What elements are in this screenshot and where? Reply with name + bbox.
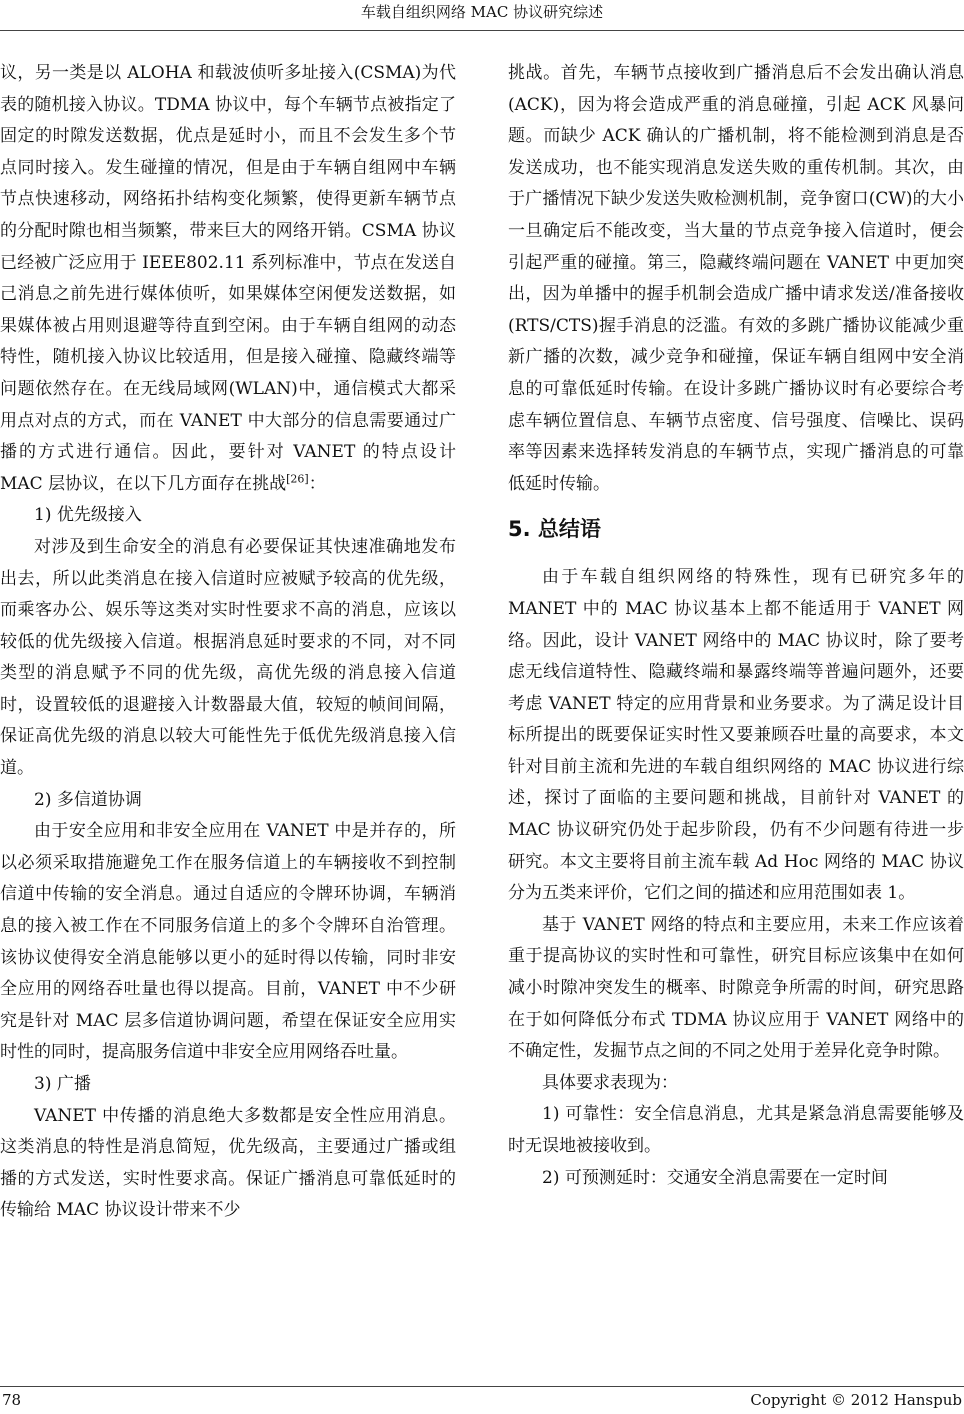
paragraph-conclusion-2: 基于 VANET 网络的特点和主要应用，未来工作应该着重于提高协议的实时性和可靠性，研究目标应该集中在如何减小时隙冲突发生的概率、时隙竞争所需的时间，研究思路在于如何降低分布式 TDMA 协议应用于 VANET 网络中的不确定性，发掘节点之间的不同之处用于差异化竞争时隙。 xyxy=(508,914,964,1062)
citation-ref: [26] xyxy=(286,472,309,486)
section-heading-conclusion: 5. 总结语 xyxy=(508,517,601,542)
running-header xyxy=(0,0,964,31)
paragraph-broadcast: VANET 中传播的消息绝大多数都是安全性应用消息。这类消息的特性是消息简短，优先级高，主要通过广播或组播的方式发送，实时性要求高。保证广播消息可靠低延时的传输给 MAC 协议设计带来不少 xyxy=(0,1105,456,1221)
journal-header-title: 车载自组织网络 MAC 协议研究综述 xyxy=(360,3,604,21)
list-item-title-priority: 1) 优先级接入 xyxy=(34,505,142,526)
paragraph-text: 议，另一类是以 ALOHA 和载波侦听多址接入(CSMA)为代表的随机接入协议。TDMA 协议中，每个车辆节点被指定了固定的时隙发送数据，优点是延时小，而且不会发生多个节点同时接入。发生碰撞的情况，但是由于车辆自组网中车辆节点快速移动，网络拓扑结构变化频繁，使得更新车辆节点的分配时隙也相当频繁，带来巨大的网络开销。CSMA 协议已经被广泛应用于 IEEE802.11 系列标准中，节点在发送自己消息之前先进行媒体侦听，如果媒体空闲便发送数据，如果媒体被占用则退避等待直到空闲。由于车辆自组网的动态特性，随机接入协议比较适用，但是接入碰撞、隐藏终端等问题依然存在。在无线局域网(WLAN)中，通信模式大都采用点对点的方式，而在 VANET 中大部分的信息需要通过广播的方式进行通信。因此，要针对 VANET 的特点设计 MAC 层协议，在以下几方面存在挑战 xyxy=(0,63,456,494)
list-item-predictable-delay: 2) 可预测延时：交通安全消息需要在一定时间 xyxy=(542,1167,888,1188)
paragraph-requirements-intro: 具体要求表现为： xyxy=(542,1072,678,1093)
paragraph-conclusion-1: 由于车载自组织网络的特殊性，现有已研究多年的 MANET 中的 MAC 协议基本上都不能适用于 VANET 网络。因此，设计 VANET 网络中的 MAC 协议时，除了要考虑无线信道特性、隐藏终端和暴露终端等普遍问题外，还要考虑 VANET 特定的应用背景和业务要求。为了满足设计目标所提出的既要保证实时性又要兼顾吞吐量的高要求，本文针对目前主流和先进的车载自组织网络的 MAC 协议进行综述，探讨了面临的主要问题和挑战，目前针对 VANET 的 MAC 协议研究仍处于起步阶段，仍有不少问题有待进一步研究。本文主要将目前主流车载 Ad Hoc 网络的 MAC 协议分为五类来评价，它们之间的描述和应用范围如表 1。 xyxy=(508,567,964,904)
paragraph-priority-access: 对涉及到生命安全的消息有必要保证其快速准确地发布出去，所以此类消息在接入信道时应被赋予较高的优先级，而乘客办公、娱乐等这类对实时性要求不高的消息，应该以较低的优先级接入信道。根据消息延时要求的不同，对不同类型的消息赋予不同的优先级，高优先级的消息接入信道时，设置较低的退避接入计数器最大值，较短的帧间间隔，保证高优先级的消息以较大可能性先于低优先级消息接入信道。 xyxy=(0,536,456,779)
paragraph-multichannel: 由于安全应用和非安全应用在 VANET 中是并存的，所以必须采取措施避免工作在服务信道上的车辆接收不到控制信道中传输的安全消息。通过自适应的令牌环协调，车辆消息的接入被工作在不同服务信道上的多个令牌环自治管理。该协议使得安全消息能够以更小的延时得以传输，同时非安全应用的网络吞吐量也得以提高。目前，VANET 中不少研究是针对 MAC 层多信道协调问题，希望在保证安全应用实时性的同时，提高服务信道中非安全应用网络吞吐量。 xyxy=(0,821,456,1063)
page-number: 78 xyxy=(2,1391,22,1409)
list-item-reliability: 1) 可靠性：安全信息消息，尤其是紧急消息需要能够及时无误地被接收到。 xyxy=(508,1104,964,1156)
paragraph-end: ： xyxy=(308,473,326,494)
copyright-notice: Copyright © 2012 Hanspub xyxy=(750,1391,962,1409)
right-column xyxy=(508,58,964,1194)
list-item-title-broadcast: 3) 广播 xyxy=(34,1074,91,1094)
left-column xyxy=(0,58,456,1227)
paragraph-continued xyxy=(0,58,456,500)
paragraph-broadcast-continued: 挑战。首先，车辆节点接收到广播消息后不会发出确认消息(ACK)，因为将会造成严重的消息碰撞，引起 ACK 风暴问题。而缺少 ACK 确认的广播机制，将不能检测到消息是否发送成功，也不能实现消息发送失败的重传机制。其次，由于广播情况下缺少发送失败检测机制，竞争窗口(CW)的大小一旦确定后不能改变，当大量的节点竞争接入信道时，便会引起严重的碰撞。第三，隐藏终端问题在 VANET 中更加突出，因为单播中的握手机制会造成广播中请求发送/准备接收(RTS/CTS)握手消息的泛滥。有效的多跳广播协议能减少重新广播的次数，减少竞争和碰撞，保证车辆自组网中安全消息的可靠低延时传输。在设计多跳广播协议时有必要综合考虑车辆位置信息、车辆节点密度、信号强度、信噪比、误码率等因素来选择转发消息的车辆节点，实现广播消息的可靠低延时传输。 xyxy=(508,63,964,494)
list-item-title-multichannel: 2) 多信道协调 xyxy=(34,789,142,810)
page-footer xyxy=(0,1386,964,1409)
